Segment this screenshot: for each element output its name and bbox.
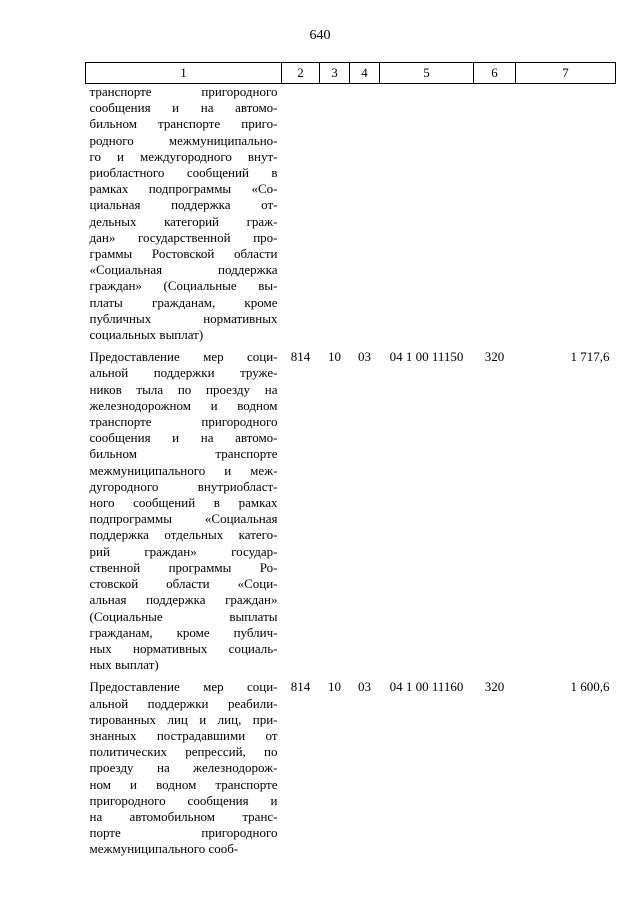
description-line: Предоставление мер соци- [89,349,278,365]
description-line: стовской области «Соци- [89,576,278,592]
description-line: платы гражданам, кроме [89,294,278,310]
description-line: родного межмуниципально- [89,132,278,148]
description-line: сообщения и на автомо- [89,430,278,446]
description-line: дельных категорий граж- [89,213,278,229]
header-row [86,63,616,84]
cell-c6: 320 [484,349,505,365]
description-line: го и междугородного внут- [89,148,278,164]
description-line: рамках подпрограммы «Со- [89,181,278,197]
cell-c5 [380,84,474,350]
description-line: подпрограммы «Социальная [89,511,278,527]
cell-c4: 03 [358,349,371,365]
description-line: альная поддержка граждан» [89,592,278,608]
description-line: ных выплат) [89,657,159,673]
description-line: граждан» (Социальные вы- [89,278,278,294]
description-line: рий граждан» государ- [89,543,278,559]
cell-c4: 03 [358,679,371,695]
table-row [86,84,616,350]
cell-c2: 814 [290,679,311,695]
description-line: ников тыла по проезду на [89,381,278,397]
description-line: межмуниципального и меж- [89,462,278,478]
description-line: (Социальные выплаты [89,608,278,624]
cell-c5: 04 1 00 11150 [389,349,464,365]
description-line: на автомобильном транс- [89,808,278,824]
cell-c7: 1 717,6 [570,349,610,365]
description-line: ном и водном транспорте [89,776,278,792]
description-line: циальная поддержка от- [89,197,278,213]
description-line: политических репрессий, по [89,744,278,760]
cell-c7 [516,84,616,350]
column-header: 6 [474,63,516,84]
description-line: поддержка отдельных катего- [89,527,278,543]
description-line: риобластного сообщений в [89,165,278,181]
description-line: альной поддержки реабили- [89,695,278,711]
description-line: сообщения и на автомо- [89,100,278,116]
table-row [86,349,616,679]
description-line: социальных выплат) [89,327,204,343]
cell-c4 [350,84,380,350]
description-line: бильном транспорте приго- [89,116,278,132]
cell-c2: 814 [290,349,311,365]
row-description [86,349,282,679]
cell-c2 [282,84,320,350]
column-header: 2 [282,63,320,84]
table-row [86,679,616,863]
page-number: 640 [309,28,331,43]
cell-c6: 320 [484,679,505,695]
column-header: 5 [380,63,474,84]
description-line: железнодорожном и водном [89,397,278,413]
cell-c7: 1 600,6 [570,679,610,695]
description-line: гражданам, кроме публич- [89,624,278,640]
cell-c3: 10 [328,349,341,365]
cell-c6 [474,84,516,350]
description-line: граммы Ростовской области [89,246,278,262]
description-line: порте пригородного [89,825,278,841]
budget-table [85,62,616,864]
description-line: ного сообщений в рамках [89,495,278,511]
row-description [86,679,282,863]
description-line: знанных пострадавшими от [89,727,278,743]
description-line: публичных нормативных [89,310,278,326]
description-line: межмуниципального сооб- [89,841,239,857]
description-line: альной поддержки труже- [89,365,278,381]
column-header: 3 [320,63,350,84]
cell-c5: 04 1 00 11160 [389,679,464,695]
description-line: Предоставление мер соци- [89,679,278,695]
row-description [86,84,282,350]
cell-c3 [320,84,350,350]
description-line: транспорте пригородного [89,84,278,99]
column-header: 1 [86,63,282,84]
description-line: «Социальная поддержка [89,262,278,278]
cell-c3: 10 [328,679,341,695]
description-line: бильном транспорте [89,446,278,462]
description-line: проезду на железнодорож- [89,760,278,776]
description-line: дан» государственной про- [89,229,278,245]
column-header: 4 [350,63,380,84]
description-line: ственной программы Ро- [89,559,278,575]
description-line: дугородного внутриобласт- [89,478,278,494]
column-header: 7 [516,63,616,84]
description-line: пригородного сообщения и [89,792,278,808]
description-line: транспорте пригородного [89,414,278,430]
description-line: тированных лиц и лиц, при- [89,711,278,727]
description-line: ных нормативных социаль- [89,640,278,656]
